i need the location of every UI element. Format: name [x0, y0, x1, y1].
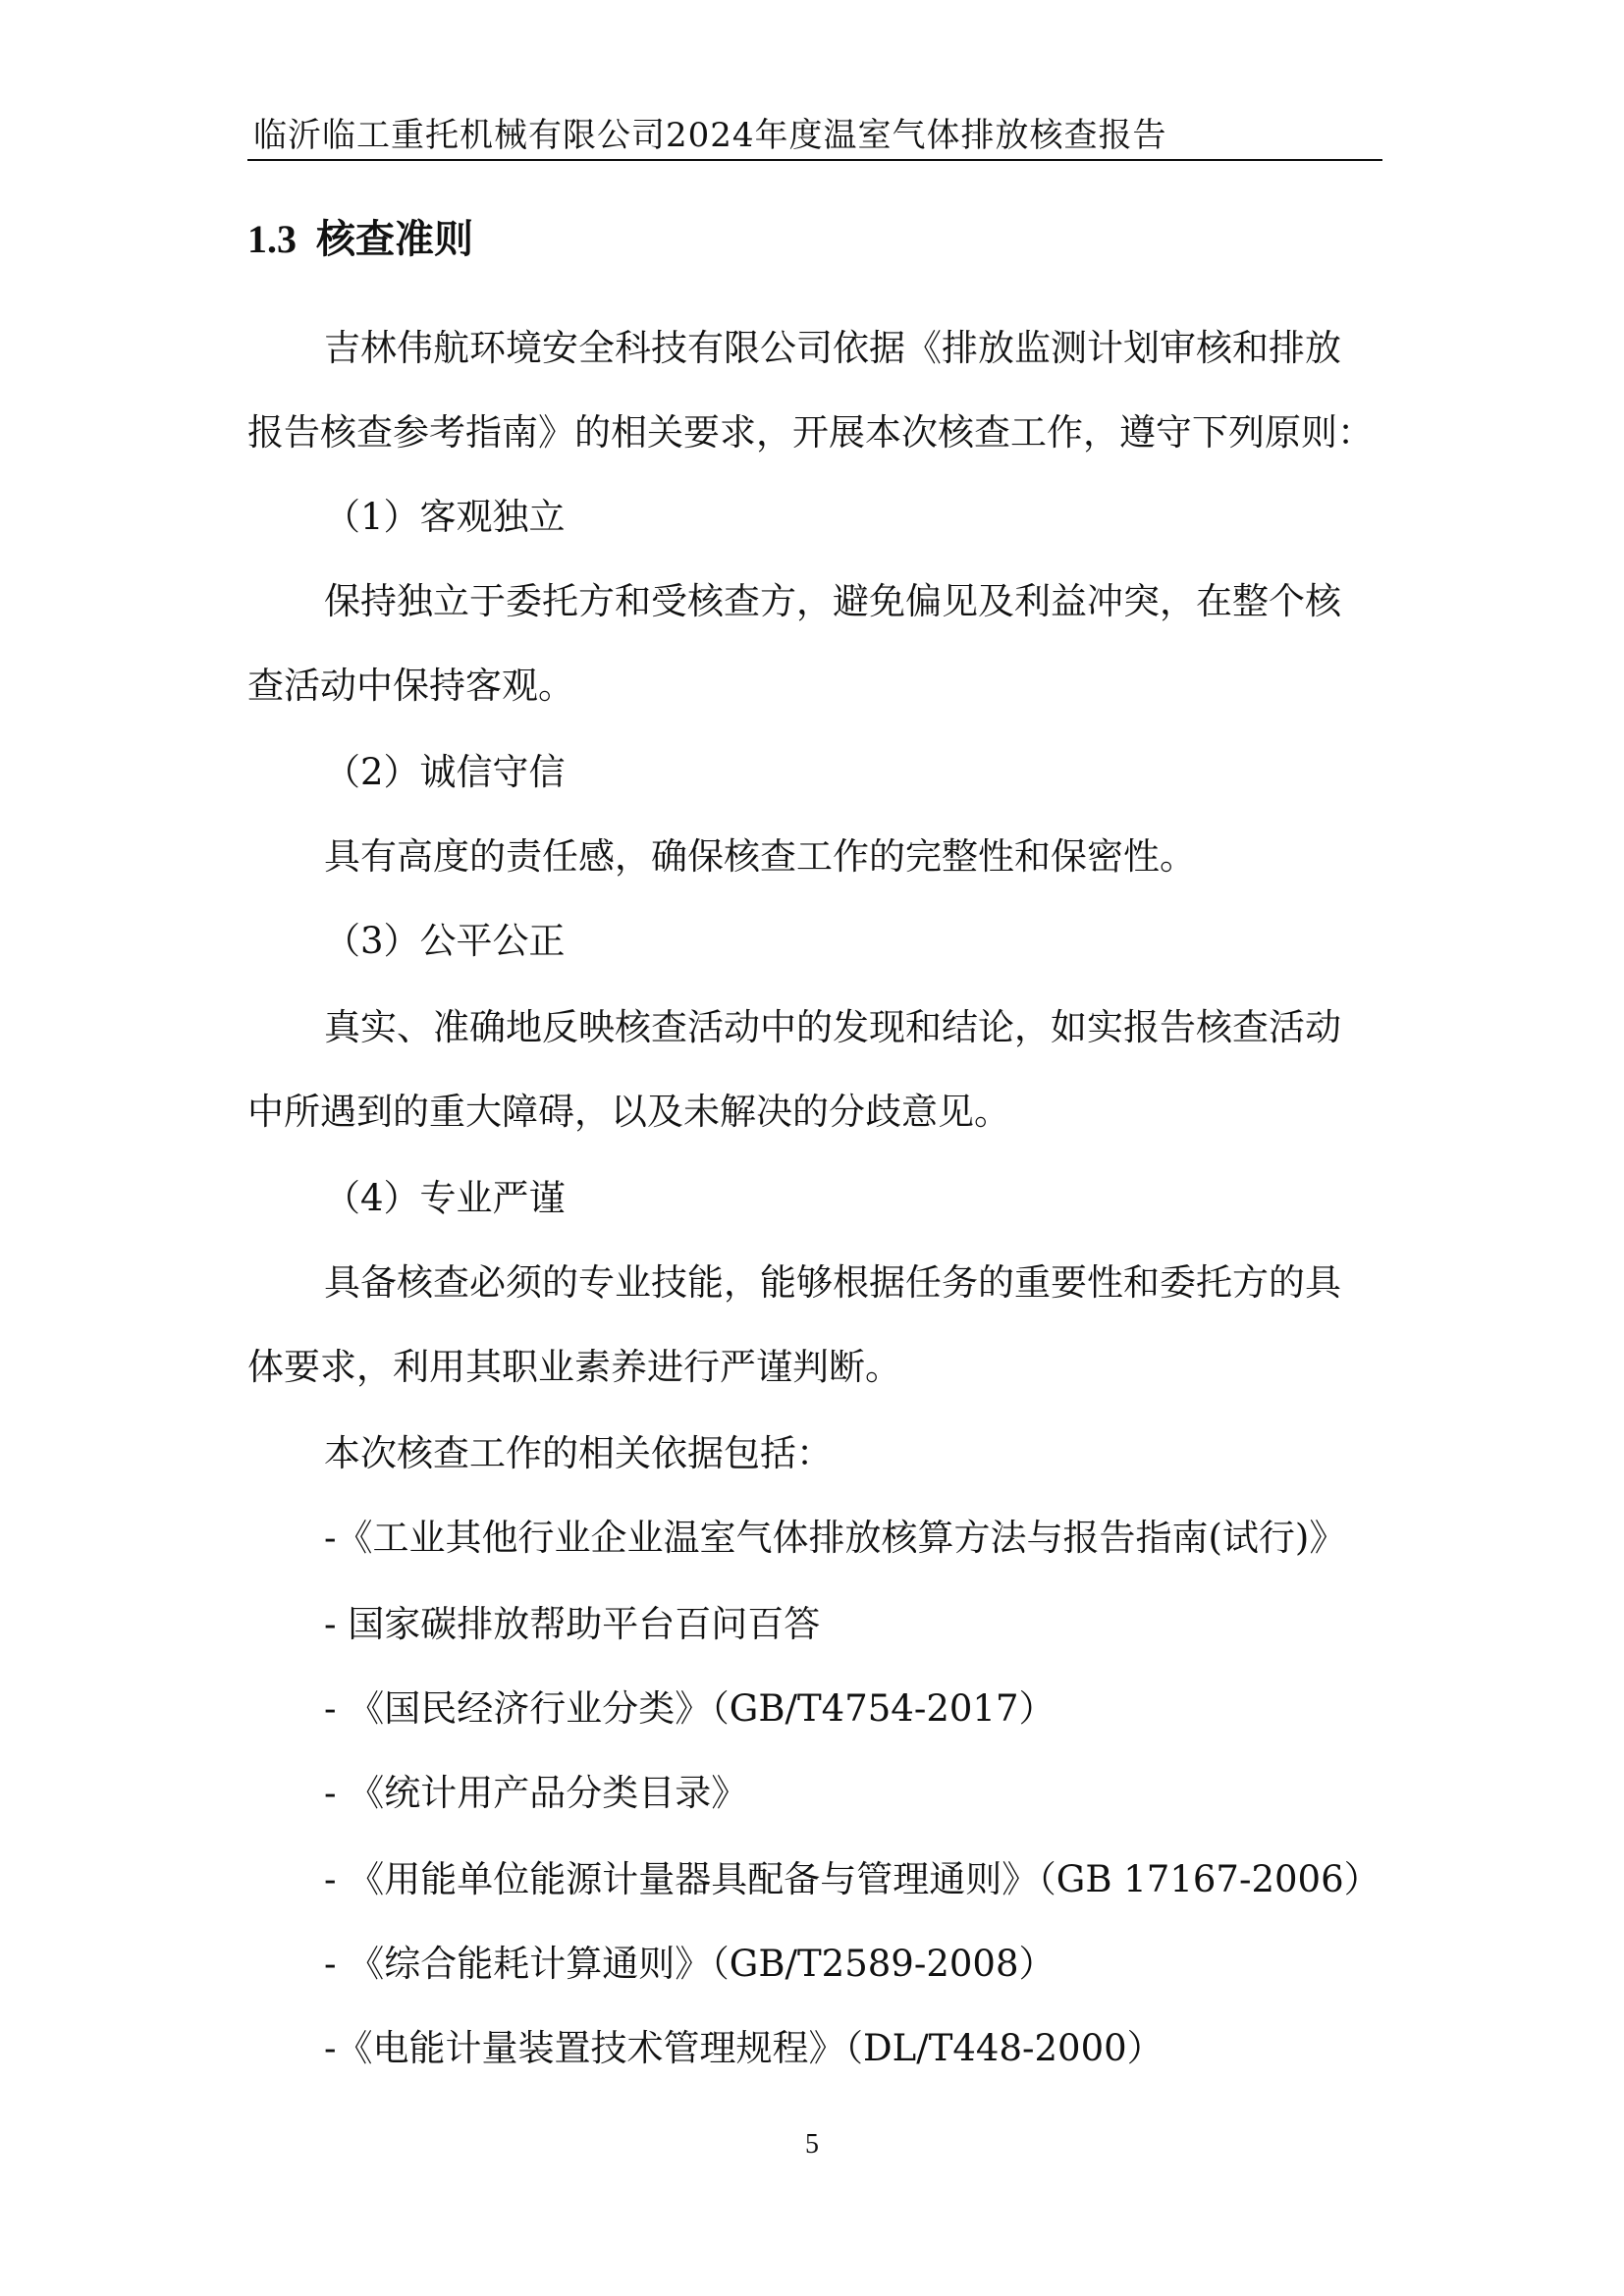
- section-heading: [247, 214, 473, 265]
- page-number: 5: [805, 2129, 819, 2160]
- basis-list-item: - 国家碳排放帮助平台百问百答: [324, 1603, 821, 1645]
- report-header-title: 临沂临工重托机械有限公司2024年度温室气体排放核查报告: [253, 116, 1167, 155]
- basis-list-item: - 《国民经济行业分类》（GB/T4754-2017）: [324, 1687, 1056, 1730]
- principle-4-line-2: 体要求，利用其职业素养进行严谨判断。: [247, 1346, 901, 1388]
- principle-1-line-1: 保持独立于委托方和受核查方，避免偏见及利益冲突，在整个核: [324, 580, 1341, 622]
- basis-list-item: - 《用能单位能源计量器具配备与管理通则》（GB 17167-2006）: [324, 1858, 1380, 1900]
- section-title: 核查准则: [316, 216, 473, 262]
- section-number: 1.3: [247, 217, 297, 261]
- principle-4-line-1: 具备核查必须的专业技能，能够根据任务的重要性和委托方的具: [324, 1261, 1341, 1304]
- principle-4-title: （4）专业严谨: [324, 1177, 566, 1219]
- intro-paragraph-line-1: 吉林伟航环境安全科技有限公司依据《排放监测计划审核和排放: [324, 327, 1341, 369]
- basis-list-item: -《工业其他行业企业温室气体排放核算方法与报告指南(试行)》: [324, 1517, 1346, 1559]
- basis-list-item: - 《统计用产品分类目录》: [324, 1772, 748, 1814]
- basis-list-item: -《电能计量装置技术管理规程》（DL/T448-2000）: [324, 2027, 1164, 2069]
- principle-1-title: （1）客观独立: [324, 496, 566, 538]
- header-divider: [247, 159, 1382, 161]
- principle-3-title: （3）公平公正: [324, 920, 566, 962]
- principle-3-line-1: 真实、准确地反映核查活动中的发现和结论，如实报告核查活动: [324, 1006, 1341, 1048]
- intro-paragraph-line-2: 报告核查参考指南》的相关要求，开展本次核查工作，遵守下列原则：: [247, 411, 1374, 454]
- principle-3-line-2: 中所遇到的重大障碍，以及未解决的分歧意见。: [247, 1091, 1010, 1133]
- principle-2-line-1: 具有高度的责任感，确保核查工作的完整性和保密性。: [324, 835, 1196, 878]
- principle-1-line-2: 查活动中保持客观。: [247, 665, 574, 707]
- principle-2-title: （2）诚信守信: [324, 751, 566, 793]
- basis-intro: 本次核查工作的相关依据包括：: [324, 1432, 833, 1474]
- basis-list-item: - 《综合能耗计算通则》（GB/T2589-2008）: [324, 1943, 1056, 1985]
